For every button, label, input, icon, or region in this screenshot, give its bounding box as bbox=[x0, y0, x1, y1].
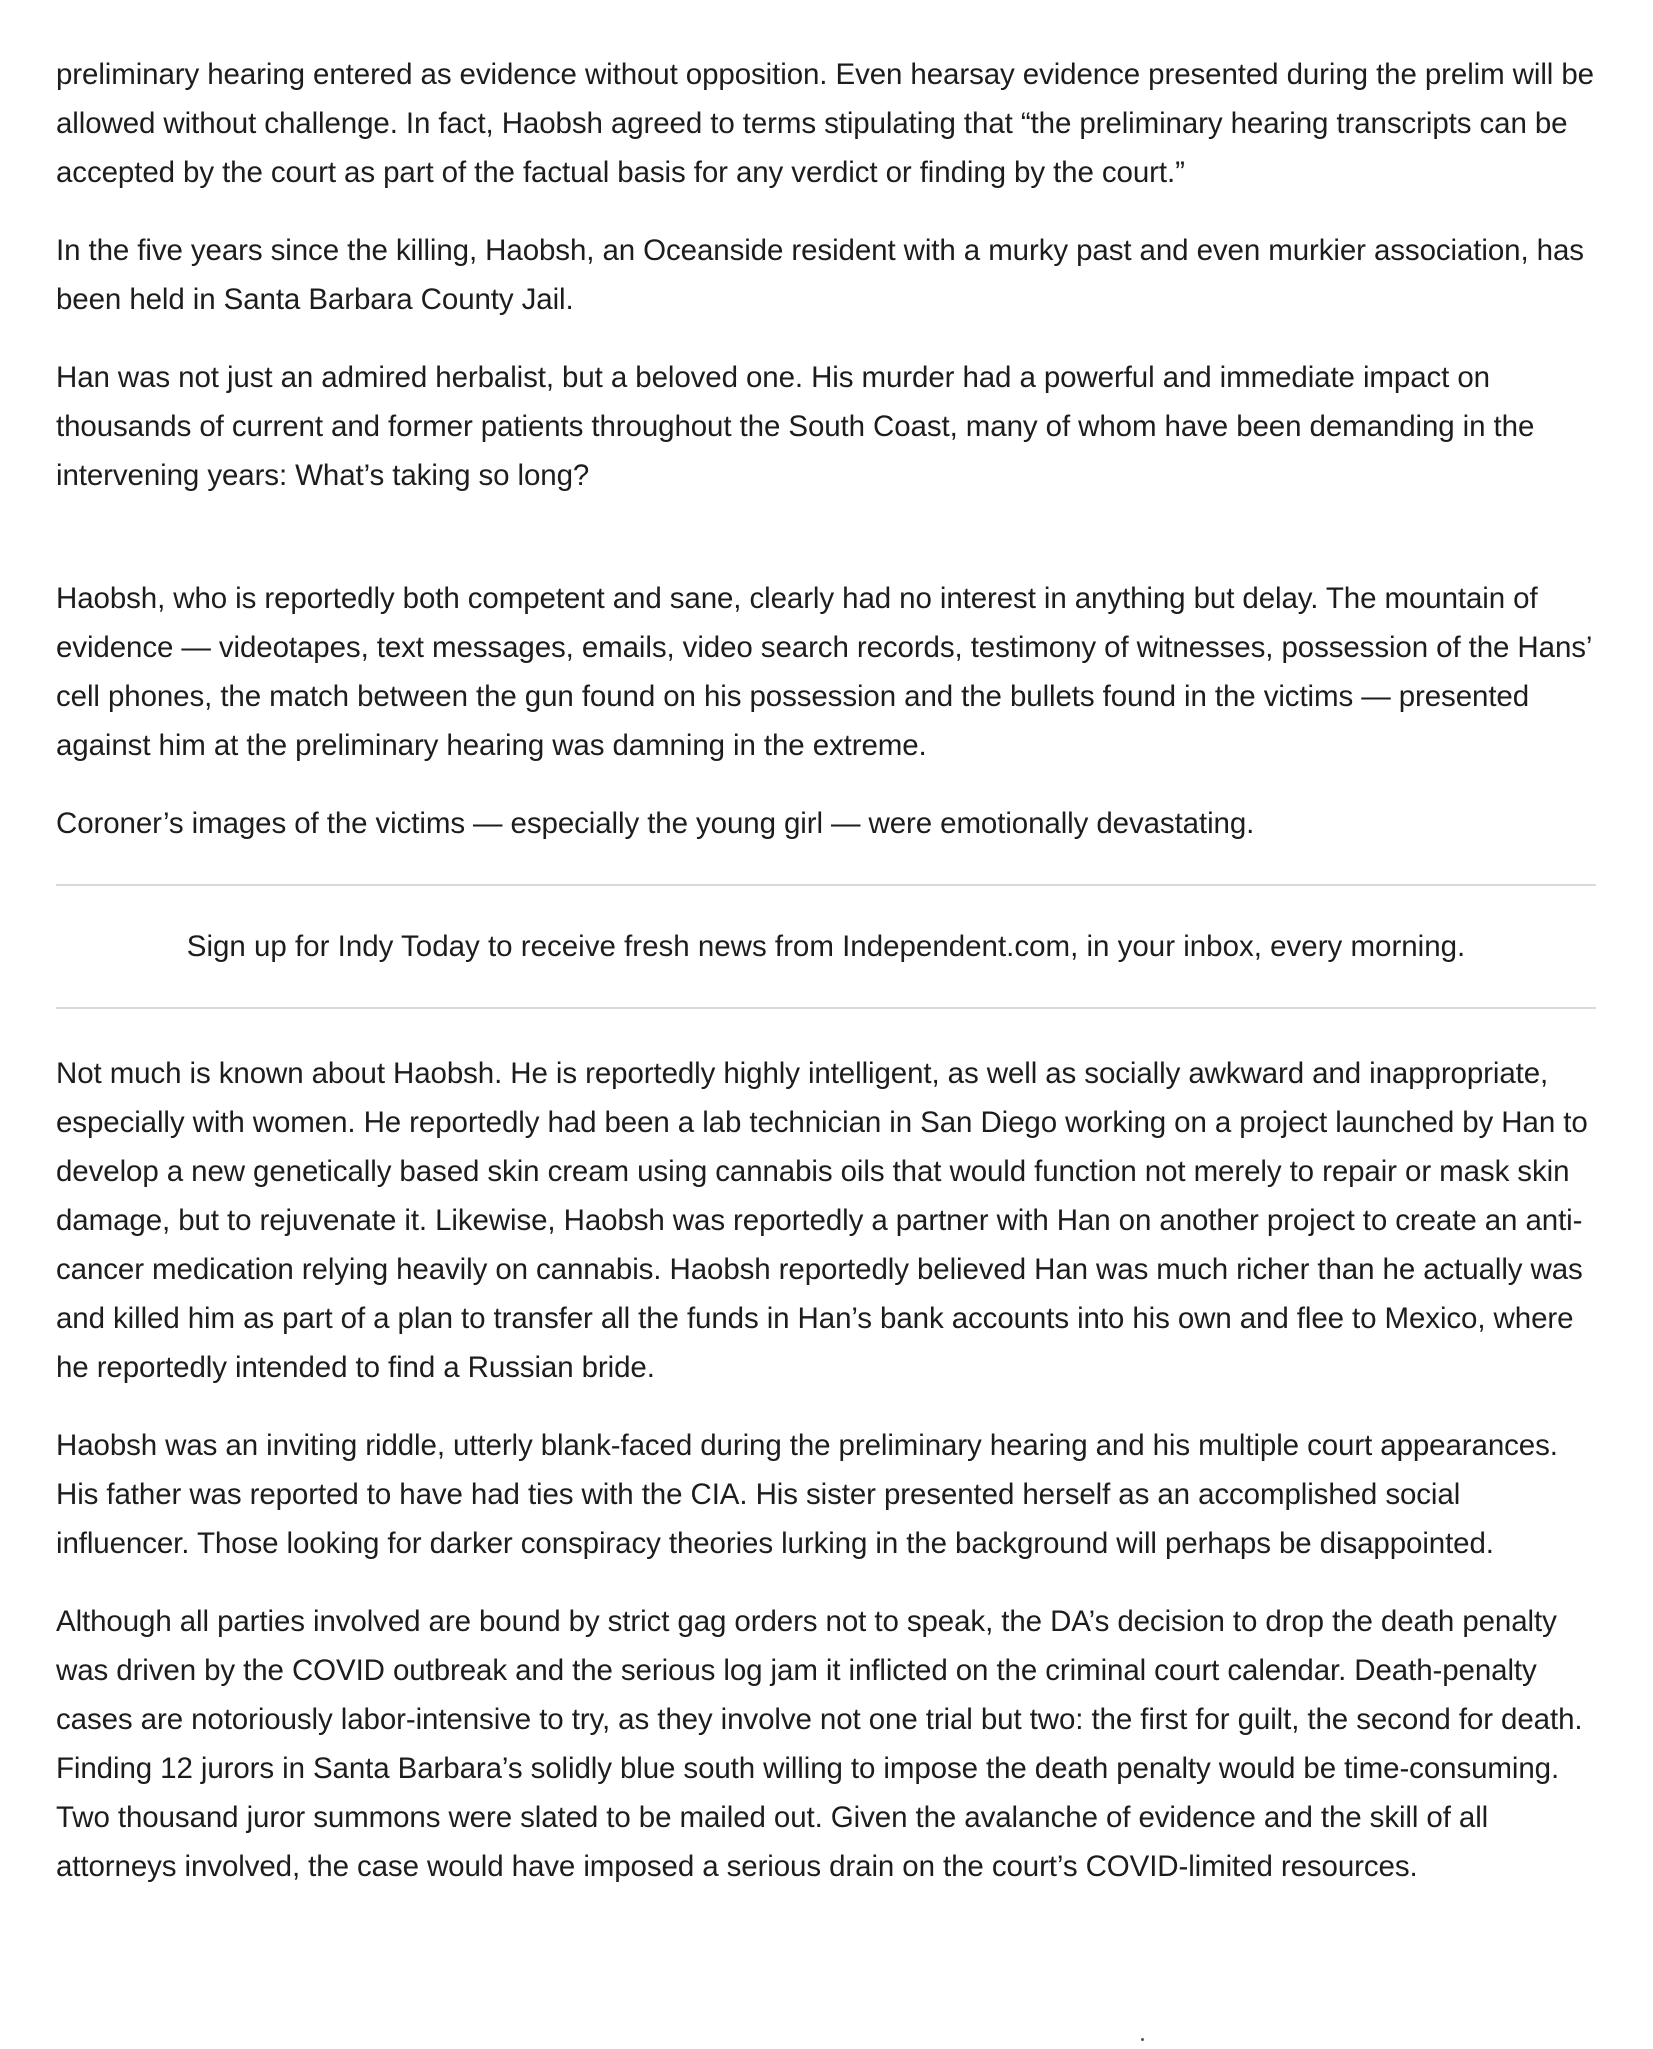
article-body bbox=[56, 50, 1596, 1891]
divider-bottom bbox=[56, 1007, 1596, 1009]
newsletter-signup-link[interactable]: Sign up for Indy Today to receive fresh news from Independent.com, in your inbox, every morning. bbox=[186, 930, 1466, 963]
scan-speck bbox=[1141, 2038, 1144, 2041]
paragraph-1: preliminary hearing entered as evidence without opposition. Even hearsay evidence presented during the prelim will be allowed without challenge. In fact, Haobsh agreed to terms stipulating that “the preliminary hearing transcripts can be accepted by the court as part of the factual basis for any verdict or finding by the court.” bbox=[56, 58, 1594, 189]
paragraph-6: Not much is known about Haobsh. He is reportedly highly intelligent, as well as socially awkward and inappropriate, especially with women. He reportedly had been a lab technician in San Diego working on a project launched by Han to develop a new genetically based skin cream using cannabis oils that would function not merely to repair or mask skin damage, but to rejuvenate it. Likewise, Haobsh was reportedly a partner with Han on another project to create an anti-cancer medication relying heavily on cannabis. Haobsh reportedly believed Han was much richer than he actually was and killed him as part of a plan to transfer all the funds in Han’s bank accounts into his own and flee to Mexico, where he reportedly intended to find a Russian bride. bbox=[56, 1057, 1588, 1384]
divider-top bbox=[56, 884, 1596, 886]
paragraph-7: Haobsh was an inviting riddle, utterly blank-faced during the preliminary hearing and his multiple court appearances. His father was reported to have had ties with the CIA. His sister presented herself as an accomplished social influencer. Those looking for darker conspiracy theories lurking in the background will perhaps be disappointed. bbox=[56, 1429, 1558, 1560]
paragraph-8: Although all parties involved are bound by strict gag orders not to speak, the DA’s decision to drop the death penalty was driven by the COVID outbreak and the serious log jam it inflicted on the criminal court calendar. Death-penalty cases are notoriously labor-intensive to try, as they involve not one trial but two: the first for guilt, the second for death. Finding 12 jurors in Santa Barbara’s solidly blue south willing to impose the death penalty would be time-consuming. Two thousand juror summons were slated to be mailed out. Given the avalanche of evidence and the skill of all attorneys involved, the case would have imposed a serious drain on the court’s COVID-limited resources. bbox=[56, 1605, 1583, 1883]
paragraph-4: Haobsh, who is reportedly both competent and sane, clearly had no interest in anything but delay. The mountain of evidence — videotapes, text messages, emails, video search records, testimony of witnesses, possession of the Hans’ cell phones, the match between the gun found on his possession and the bullets found in the victims — presented against him at the preliminary hearing was damning in the extreme. bbox=[56, 582, 1592, 762]
paragraph-3: Han was not just an admired herbalist, but a beloved one. His murder had a powerful and immediate impact on thousands of current and former patients throughout the South Coast, many of whom have been demanding in the intervening years: What’s taking so long? bbox=[56, 361, 1535, 492]
paragraph-5: Coroner’s images of the victims — especially the young girl — were emotionally devastating. bbox=[56, 807, 1255, 840]
paragraph-2: In the five years since the killing, Haobsh, an Oceanside resident with a murky past and even murkier association, has been held in Santa Barbara County Jail. bbox=[56, 234, 1584, 316]
